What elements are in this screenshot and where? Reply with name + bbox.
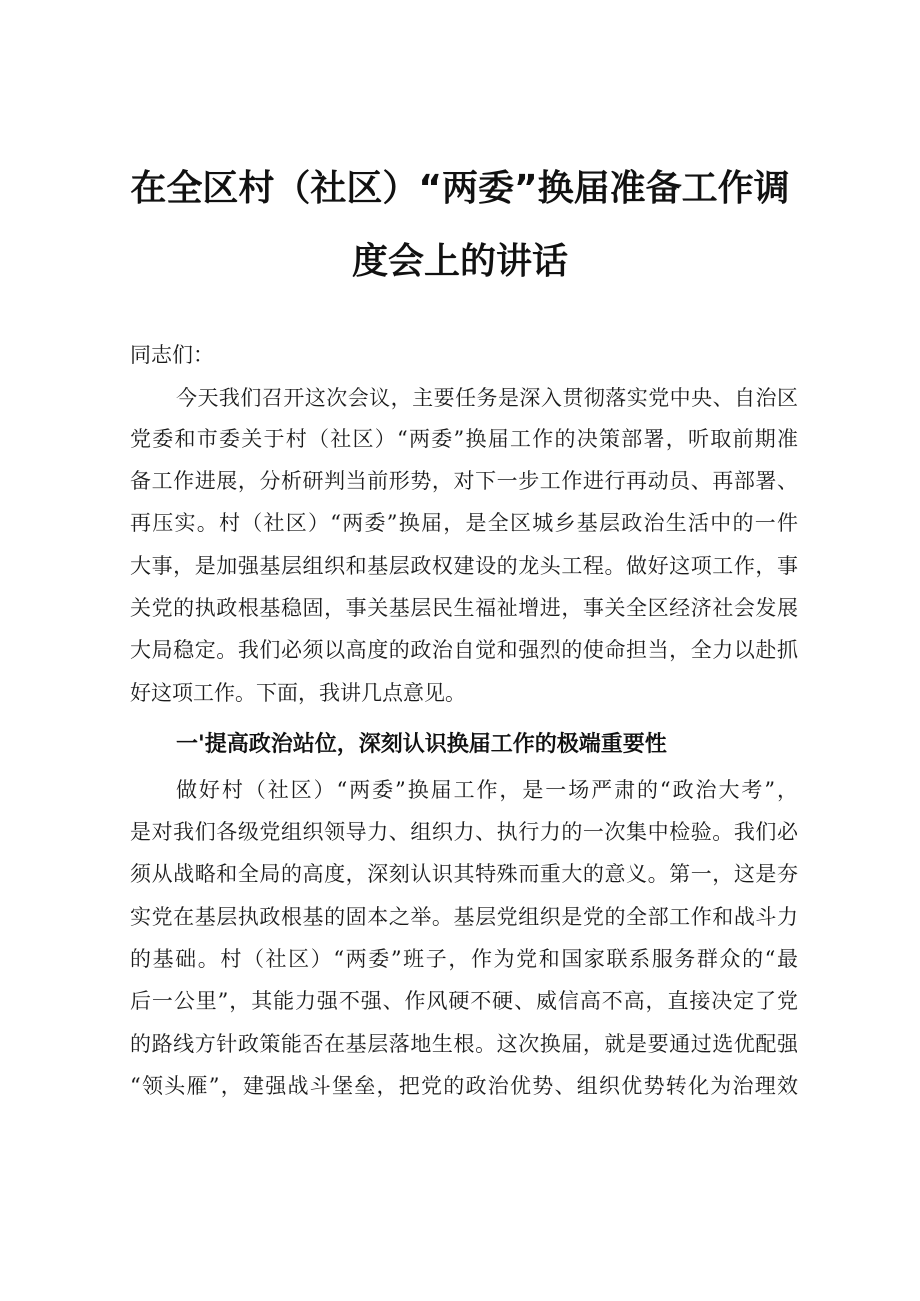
document-title-line-1: 在全区村（社区）“两委”换届准备工作调 [130, 168, 790, 209]
paragraph-line: 是对我们各级党组织领导力、组织力、执行力的一次集中检验。我们必 [130, 820, 798, 844]
paragraph-line: 的基础。村（社区）“两委”班子，作为党和国家联系服务群众的“最 [130, 947, 798, 971]
paragraph-line: 党委和市委关于村（社区）“两委”换届工作的决策部署，听取前期准 [130, 427, 798, 451]
paragraph-line: 再压实。村（社区）“两委”换届，是全区城乡基层政治生活中的一件 [130, 511, 798, 535]
document-title-line-2: 度会上的讲话 [351, 241, 568, 282]
paragraph-line: “领头雁”，建强战斗堡垒，把党的政治优势、组织优势转化为治理效 [130, 1074, 798, 1098]
paragraph-line: 须从战略和全局的高度，深刻认识其特殊而重大的意义。第一，这是夯 [130, 862, 798, 886]
section-heading: 一'提高政治站位，深刻认识换届工作的极端重要性 [176, 732, 667, 757]
paragraph-line: 大局稳定。我们必须以高度的政治自觉和强烈的使命担当，全力以赴抓 [130, 638, 798, 662]
salutation: 同志们： [130, 343, 214, 367]
paragraph-line: 做好村（社区）“两委”换届工作，是一场严肃的“政治大考”， [176, 778, 798, 802]
paragraph-line: 大事，是加强基层组织和基层政权建设的龙头工程。做好这项工作，事 [130, 554, 798, 578]
paragraph-line: 好这项工作。下面，我讲几点意见。 [130, 681, 466, 705]
paragraph-line: 今天我们召开这次会议，主要任务是深入贯彻落实党中央、自治区 [176, 386, 798, 410]
paragraph-line: 的路线方针政策能否在基层落地生根。这次换届，就是要通过选优配强 [130, 1032, 798, 1056]
paragraph-line: 关党的执政根基稳固，事关基层民生福祉增进，事关全区经济社会发展 [130, 596, 798, 620]
paragraph-line: 后一公里”，其能力强不强、作风硬不硬、威信高不高，直接决定了党 [130, 989, 798, 1013]
paragraph-line: 备工作进展，分析研判当前形势，对下一步工作进行再动员、再部署、 [130, 469, 798, 493]
paragraph-line: 实党在基层执政根基的固本之举。基层党组织是党的全部工作和战斗力 [130, 905, 798, 929]
